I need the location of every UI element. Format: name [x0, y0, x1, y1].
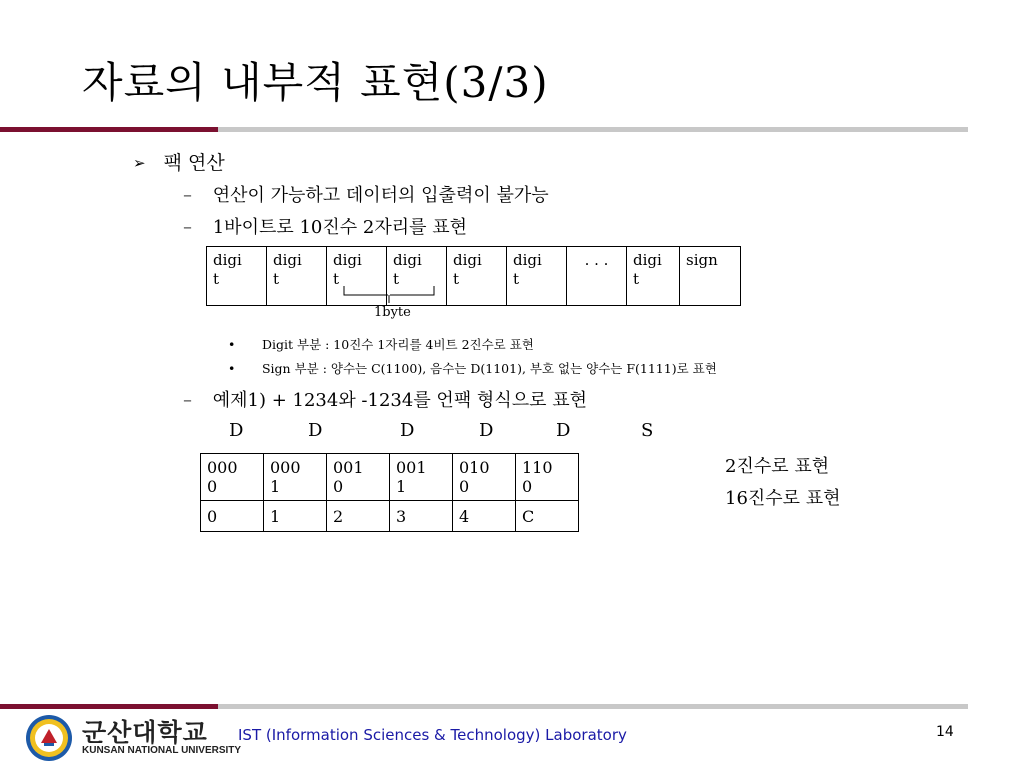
letter-label: D	[400, 420, 415, 441]
sub-bullet-3	[183, 386, 587, 412]
hex-cell: C	[516, 501, 579, 532]
sub-bullet-text: 1바이트로 10진수 2자리를 표현	[212, 217, 467, 238]
bullet-pack-operation	[133, 148, 225, 175]
byte-label: 1byte	[374, 305, 411, 320]
dot-bullet-icon: •	[228, 361, 236, 376]
table-row	[201, 454, 579, 501]
hex-cell: 3	[390, 501, 453, 532]
binary-cell: 001 1	[390, 454, 453, 501]
hex-cell: 2	[327, 501, 390, 532]
byte-bracket-icon	[342, 284, 438, 304]
pack-format-table	[206, 246, 741, 306]
pack-cell: digi t	[627, 247, 680, 306]
pack-cell: digi t	[327, 247, 387, 306]
pack-cell: digi t	[507, 247, 567, 306]
title-divider-accent	[0, 127, 218, 132]
pack-cell: digi t	[447, 247, 507, 306]
pack-cell-ellipsis: . . .	[567, 247, 627, 306]
point-digit: • Digit 부분 : 10진수 1자리를 4비트 2진수로 표현	[228, 337, 534, 352]
letter-label: S	[641, 420, 654, 441]
pack-cell-sign: sign	[680, 247, 741, 306]
letter-label: D	[556, 420, 571, 441]
letter-label: D	[308, 420, 323, 441]
hex-cell: 1	[264, 501, 327, 532]
footer-divider	[218, 704, 968, 709]
letter-label: D	[229, 420, 244, 441]
pack-cell: digi t	[267, 247, 327, 306]
footer-divider-accent	[0, 704, 218, 709]
footer-lab-name: IST (Information Sciences & Technology) Laboratory	[238, 726, 627, 744]
page-number: 14	[936, 724, 954, 740]
sub-bullet-text: 연산이 가능하고 데이터의 입출력이 불가능	[212, 185, 549, 206]
hex-cell: 0	[201, 501, 264, 532]
title-divider	[218, 127, 968, 132]
note-hex: 16진수로 표현	[725, 488, 841, 509]
binary-cell: 000 0	[201, 454, 264, 501]
binary-cell: 000 1	[264, 454, 327, 501]
sub-bullet-2	[183, 213, 467, 239]
pack-cell: digi t	[387, 247, 447, 306]
note-binary: 2진수로 표현	[725, 456, 830, 477]
point-sign: • Sign 부분 : 양수는 C(1100), 음수는 D(1101), 부호 없는 양수는 F(1111)로 표현	[228, 361, 717, 376]
page-title: 자료의 내부적 표현(3/3)	[82, 58, 549, 107]
dot-bullet-icon: •	[228, 337, 236, 352]
university-emblem-icon	[24, 713, 74, 763]
binary-cell: 010 0	[453, 454, 516, 501]
hex-cell: 4	[453, 501, 516, 532]
arrow-bullet-icon: ➢	[133, 154, 146, 172]
dash-bullet-icon: –	[183, 390, 192, 411]
binary-cell: 001 0	[327, 454, 390, 501]
example-table	[200, 453, 579, 532]
pack-cell: digi t	[207, 247, 267, 306]
binary-cell: 110 0	[516, 454, 579, 501]
table-row	[201, 501, 579, 532]
university-name-en: KUNSAN NATIONAL UNIVERSITY	[82, 745, 242, 756]
sub-bullet-text: 예제1) + 1234와 -1234를 언팩 형식으로 표현	[212, 390, 587, 411]
sub-bullet-1	[183, 181, 549, 207]
dash-bullet-icon: –	[183, 185, 192, 206]
letter-label: D	[479, 420, 494, 441]
dash-bullet-icon: –	[183, 217, 192, 238]
university-name: 군산대학교	[82, 718, 208, 747]
bullet-text: 팩 연산	[163, 152, 225, 174]
